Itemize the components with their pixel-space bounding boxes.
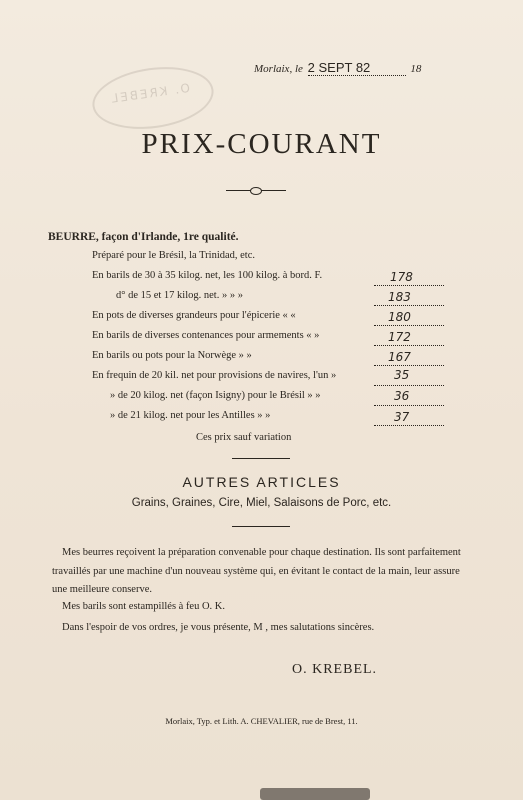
printer-footer: Morlaix, Typ. et Lith. A. CHEVALIER, rue de Brest, 11. <box>165 716 358 726</box>
date-line <box>254 60 421 76</box>
price-dots <box>374 425 444 426</box>
paragraph-preparation: Mes beurres reçoivent la préparation convenable pour chaque destination. Ils sont parfaitement travaillés par une machine d'un nouveau système qui, en évitant le contact de la main, leur assure une meilleure conserve. <box>52 547 461 595</box>
stamp-text-image: O. KREBEL <box>108 80 191 106</box>
price-dots <box>374 385 444 386</box>
price-value: 36 <box>394 389 410 403</box>
divider <box>232 526 290 527</box>
price-line: » de 20 kilog. net (façon Isigny) pour le Brésil » » <box>110 390 321 401</box>
price-line: En barils ou pots pour la Norwège » » <box>92 350 252 361</box>
price-value: 35 <box>394 368 410 382</box>
paper-stain <box>260 788 370 800</box>
price-value: 167 <box>388 350 411 364</box>
price-line: En pots de diverses grandeurs pour l'épicerie « « <box>92 310 296 321</box>
paragraph-closing: Dans l'espoir de vos ordres, je vous présente, M , mes salutations sincères. <box>62 622 375 633</box>
place-label: Morlaix, le <box>254 63 303 75</box>
price-note: Ces prix sauf variation <box>196 432 292 443</box>
price-line: d° de 15 et 17 kilog. net. » » » <box>116 290 243 301</box>
other-articles-list: Grains, Graines, Cire, Miel, Salaisons de Porc, etc. <box>131 497 392 509</box>
price-line: En frequin de 20 kil. net pour provisions de navires, l'un » <box>92 370 337 381</box>
year-suffix: 18 <box>410 63 422 75</box>
price-value: 183 <box>388 290 411 304</box>
ink-stamp <box>88 60 217 136</box>
price-dots <box>374 285 444 286</box>
price-dots <box>374 305 444 306</box>
price-dots <box>374 345 444 346</box>
price-line: En barils de diverses contenances pour armements « » <box>92 330 320 341</box>
page-title: PRIX-COURANT <box>141 128 382 160</box>
other-articles-heading: AUTRES ARTICLES <box>182 474 341 490</box>
product-heading: BEURRE, façon d'Irlande, 1re qualité. <box>48 231 239 243</box>
signature: O. KREBEL. <box>292 662 378 677</box>
paragraph-stamp: Mes barils sont estampillés à feu O. K. <box>62 601 226 612</box>
price-dots <box>374 405 444 406</box>
price-value: 180 <box>388 310 411 324</box>
price-line: » de 21 kilog. net pour les Antilles » » <box>110 410 271 421</box>
price-value: 178 <box>390 270 413 284</box>
price-value: 37 <box>394 410 410 424</box>
ornament-divider <box>226 190 286 197</box>
divider <box>232 458 290 459</box>
handwritten-date: 2 SEPT 82 <box>308 60 406 76</box>
price-dots <box>374 325 444 326</box>
price-value: 172 <box>388 330 411 344</box>
price-dots <box>374 365 444 366</box>
price-line: En barils de 30 à 35 kilog. net, les 100 kilog. à bord. F. <box>92 270 323 281</box>
product-subheading: Préparé pour le Brésil, la Trinidad, etc. <box>92 250 256 261</box>
